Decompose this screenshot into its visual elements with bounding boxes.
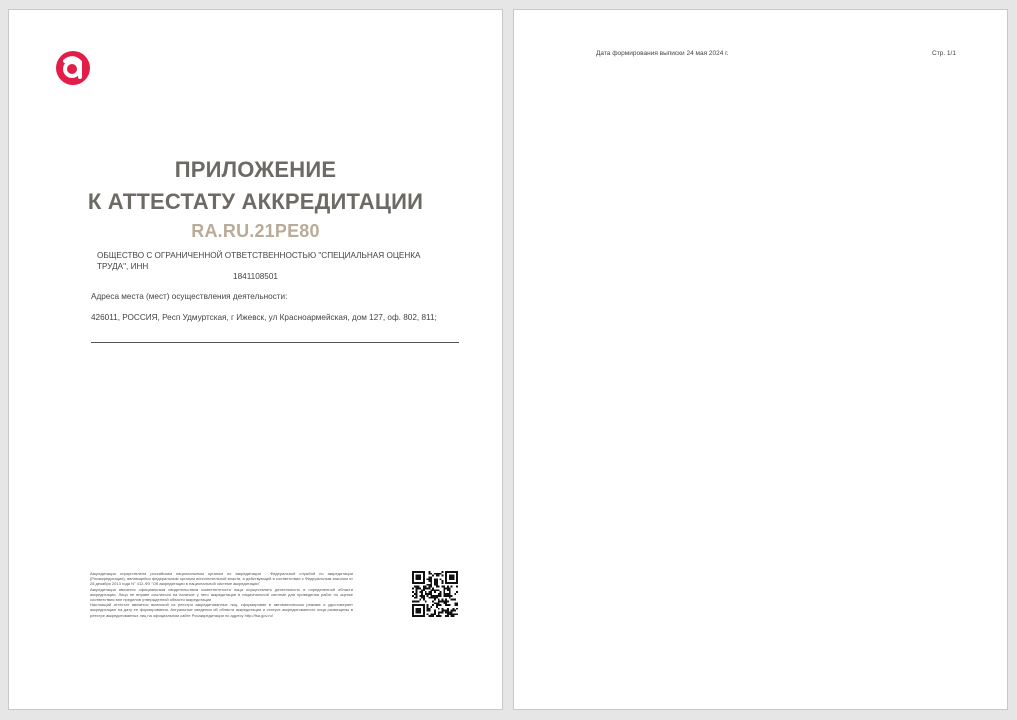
document-page-2: [513, 9, 1008, 710]
disclaimer-paragraph: Настоящий аттестат является выпиской из реестра аккредитованных лиц, сформирован в автоматическом режиме и удостоверяет аккредитацию на дату ее формирования. Актуальные сведения об области аккредитации и статусе аккредитованного лица размещены в реестре аккредитованных лиц на официальном сайте Росаккредитации по адресу http://fsa.gov.ru/: [90, 602, 353, 618]
disclaimer-paragraph: Аккредитация осуществлена российским национальным органом по аккредитации - Федеральной службой по аккредитации (Росаккредитация), являющейся федеральным органом исполнительной власти, и действующей в соответствии с Федеральным законом от 28 декабря 2013 года N° 412-ФЗ "Об аккредитации в национальной системе аккредитации": [90, 571, 353, 587]
address-label: Адреса места (мест) осуществления деятельности:: [91, 292, 288, 301]
generation-date: Дата формирования выписки 24 мая 2024 г.: [596, 50, 729, 57]
qr-code-icon: [412, 571, 458, 617]
title-line-1: ПРИЛОЖЕНИЕ: [174, 157, 337, 182]
divider-line: [91, 342, 459, 343]
title-line-2: К АТТЕСТАТУ АККРЕДИТАЦИИ: [87, 189, 424, 214]
page-number: Стр. 1/1: [932, 50, 956, 57]
document-page-1: [8, 9, 503, 710]
inn-value: 1841108501: [233, 272, 278, 281]
certificate-number: RA.RU.21PE80: [191, 221, 320, 241]
disclaimer-paragraph: Аккредитация является официальным свидетельством компетентности лица осуществлять деятельность в определенной области аккредитации. Лицо не вправе ссылаться на наличие у него аккредитации в национальной системе для проведения работ по оценке соответствия вне пределов утвержденной области аккредитации: [90, 586, 353, 603]
accreditation-disclaimer: [90, 571, 353, 618]
organization-name: ОБЩЕСТВО С ОГРАНИЧЕННОЙ ОТВЕТСТВЕННОСТЬЮ "СПЕЦИАЛЬНАЯ ОЦЕНКА ТРУДА", ИНН: [97, 251, 421, 271]
address-value: 426011, РОССИЯ, Респ Удмуртская, г Ижевск, ул Красноармейская, дом 127, оф. 802, 811;: [91, 313, 437, 322]
accreditation-a-logo-icon: [55, 50, 91, 86]
